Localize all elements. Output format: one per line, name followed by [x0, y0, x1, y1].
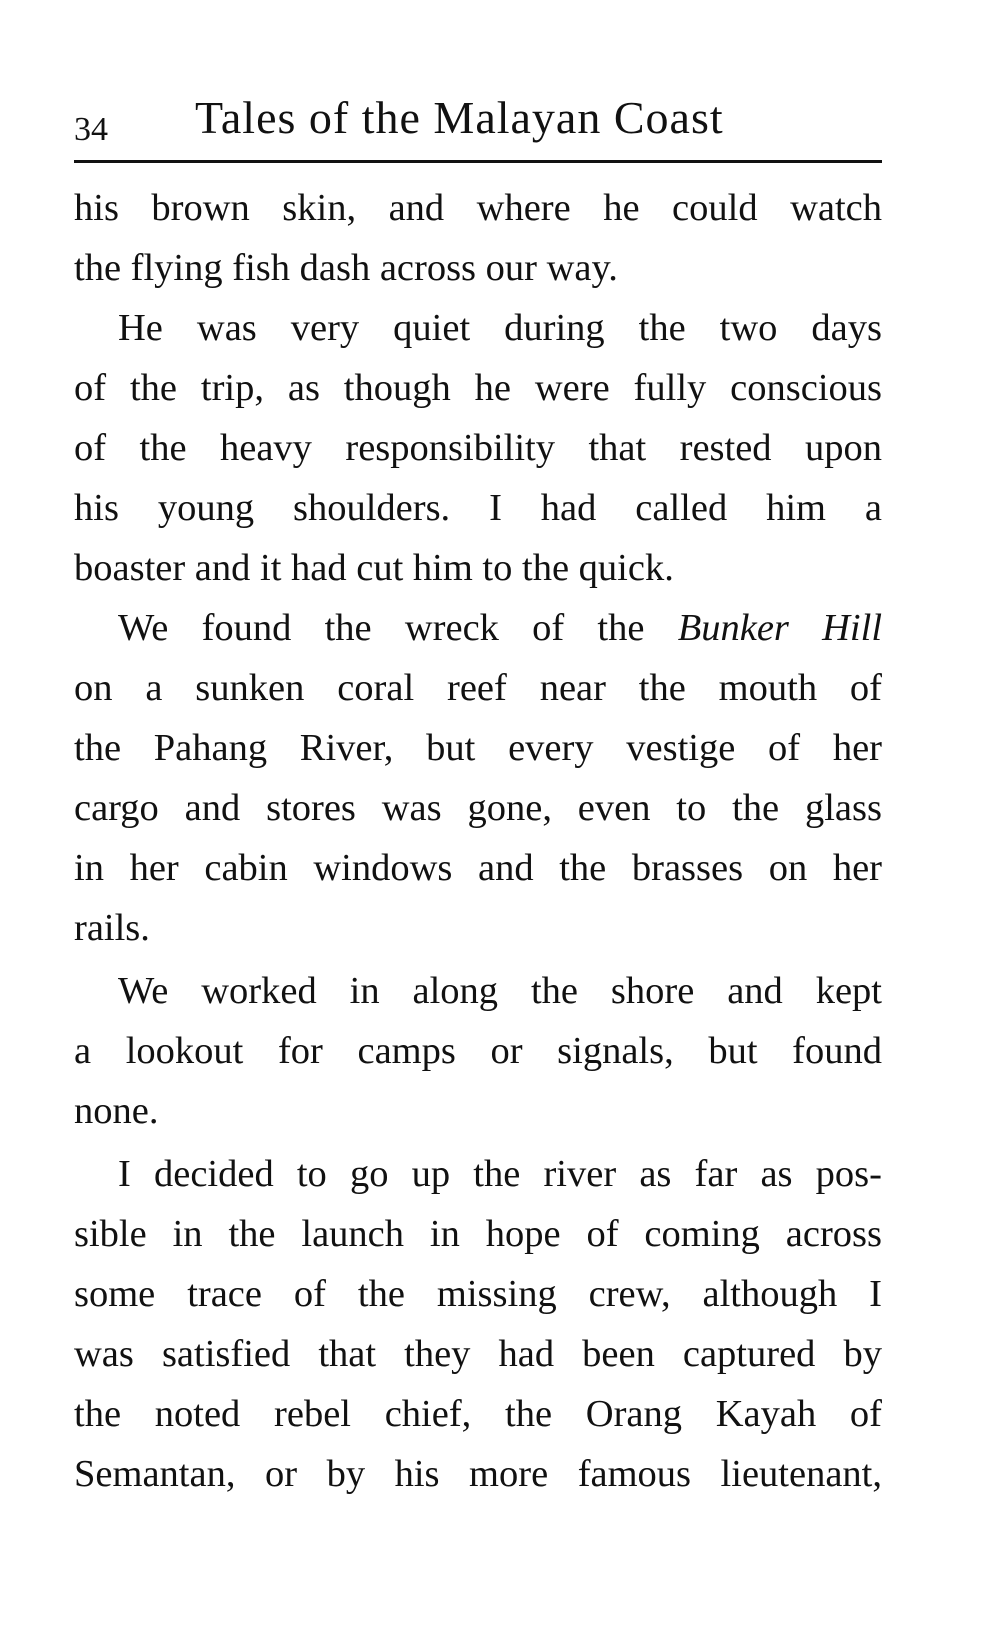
text-line: sible in the launch in hope of coming across	[74, 1213, 882, 1255]
text-line: of the trip, as though he were fully conscious	[74, 367, 882, 409]
paragraph-5	[74, 1144, 882, 1504]
text-line: a lookout for camps or signals, but found	[74, 1030, 882, 1072]
text-line: I decided to go up the river as far as pos-	[118, 1153, 882, 1195]
text-line: We worked in along the shore and kept	[118, 970, 882, 1012]
page-number: 34	[74, 111, 108, 148]
text-line: his brown skin, and where he could watch	[74, 187, 882, 229]
text-line: some trace of the missing crew, although I	[74, 1273, 882, 1315]
text-line	[74, 598, 882, 658]
paragraph-1	[74, 178, 882, 298]
ship-name: Bunker Hill	[677, 607, 883, 649]
text-line: cargo and stores was gone, even to the glass	[74, 787, 882, 829]
running-head	[74, 82, 882, 163]
text-segment: We found the wreck of the	[118, 607, 645, 649]
text-line: He was very quiet during the two days	[118, 307, 882, 349]
text-line: was satisfied that they had been captured by	[74, 1333, 882, 1375]
text-line: rails.	[74, 907, 150, 949]
text-line: of the heavy responsibility that rested upon	[74, 427, 882, 469]
text-line: Semantan, or by his more famous lieutenant,	[74, 1453, 882, 1495]
text-line: his young shoulders. I had called him a	[74, 487, 882, 529]
text-line: boaster and it had cut him to the quick.	[74, 547, 674, 589]
text-line: the Pahang River, but every vestige of her	[74, 727, 882, 769]
paragraph-4	[74, 961, 882, 1141]
running-title: Tales of the Malayan Coast	[195, 92, 724, 143]
text-line: on a sunken coral reef near the mouth of	[74, 667, 882, 709]
body-text	[74, 178, 882, 1504]
paragraph-3	[74, 598, 882, 958]
paragraph-2	[74, 298, 882, 598]
text-line: in her cabin windows and the brasses on her	[74, 847, 882, 889]
text-line: the noted rebel chief, the Orang Kayah of	[74, 1393, 882, 1435]
text-line: the flying fish dash across our way.	[74, 247, 618, 289]
text-line: none.	[74, 1090, 159, 1132]
